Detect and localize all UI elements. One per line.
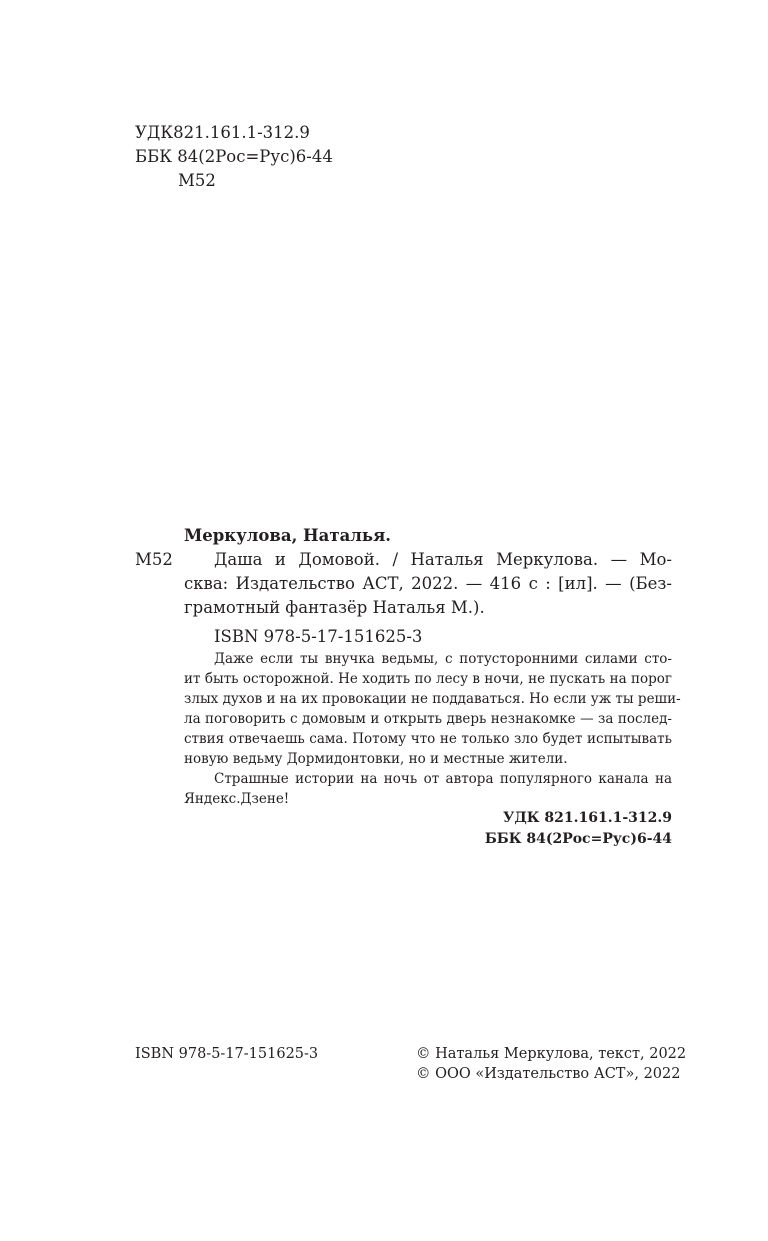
description-line-2: сква: Издательство АСТ, 2022. — 416 с : [ил]. — (Без- <box>184 574 672 593</box>
copyright-author: © Наталья Меркулова, текст, 2022 <box>416 1046 687 1062</box>
description-line-3: грамотный фантазёр Наталья М.). <box>184 598 485 617</box>
bbk-code-top: ББК 84(2Рос=Рус)6-44 <box>135 147 333 166</box>
isbn-catalog: ISBN 978-5-17-151625-3 <box>214 627 423 646</box>
author-mark: М52 <box>135 550 173 569</box>
annotation-line-3: злых духов и на их провокации не поддаваться. Но если уж ты реши- <box>184 691 681 707</box>
description-line-1: Даша и Домовой. / Наталья Меркулова. — Мо- <box>214 550 672 569</box>
annotation-line-4: ла поговорить с домовым и открыть дверь незнакомке — за послед- <box>184 711 672 727</box>
udk-code-right: УДК 821.161.1-312.9 <box>502 810 672 826</box>
annotation-line-8: Яндекс.Дзене! <box>184 791 290 807</box>
annotation-line-2: ит быть осторожной. Не ходить по лесу в ночи, не пускать на порог <box>184 671 672 687</box>
author-heading: Меркулова, Наталья. <box>184 526 392 545</box>
annotation-line-5: ствия отвечаешь сама. Потому что не только зло будет испытывать <box>184 731 672 747</box>
copyright-publisher: © ООО «Издательство АСТ», 2022 <box>416 1066 681 1082</box>
annotation-line-6: новую ведьму Дормидонтовки, но и местные жители. <box>184 751 568 767</box>
isbn-footer: ISBN 978-5-17-151625-3 <box>135 1046 319 1062</box>
udk-code-top: УДК821.161.1-312.9 <box>135 123 310 142</box>
annotation-line-1: Даже если ты внучка ведьмы, с потусторонними силами сто- <box>214 651 672 667</box>
annotation-line-7: Страшные истории на ночь от автора популярного канала на <box>214 771 672 787</box>
author-mark-top: М52 <box>178 171 216 190</box>
bbk-code-right: ББК 84(2Рос=Рус)6-44 <box>484 831 672 847</box>
